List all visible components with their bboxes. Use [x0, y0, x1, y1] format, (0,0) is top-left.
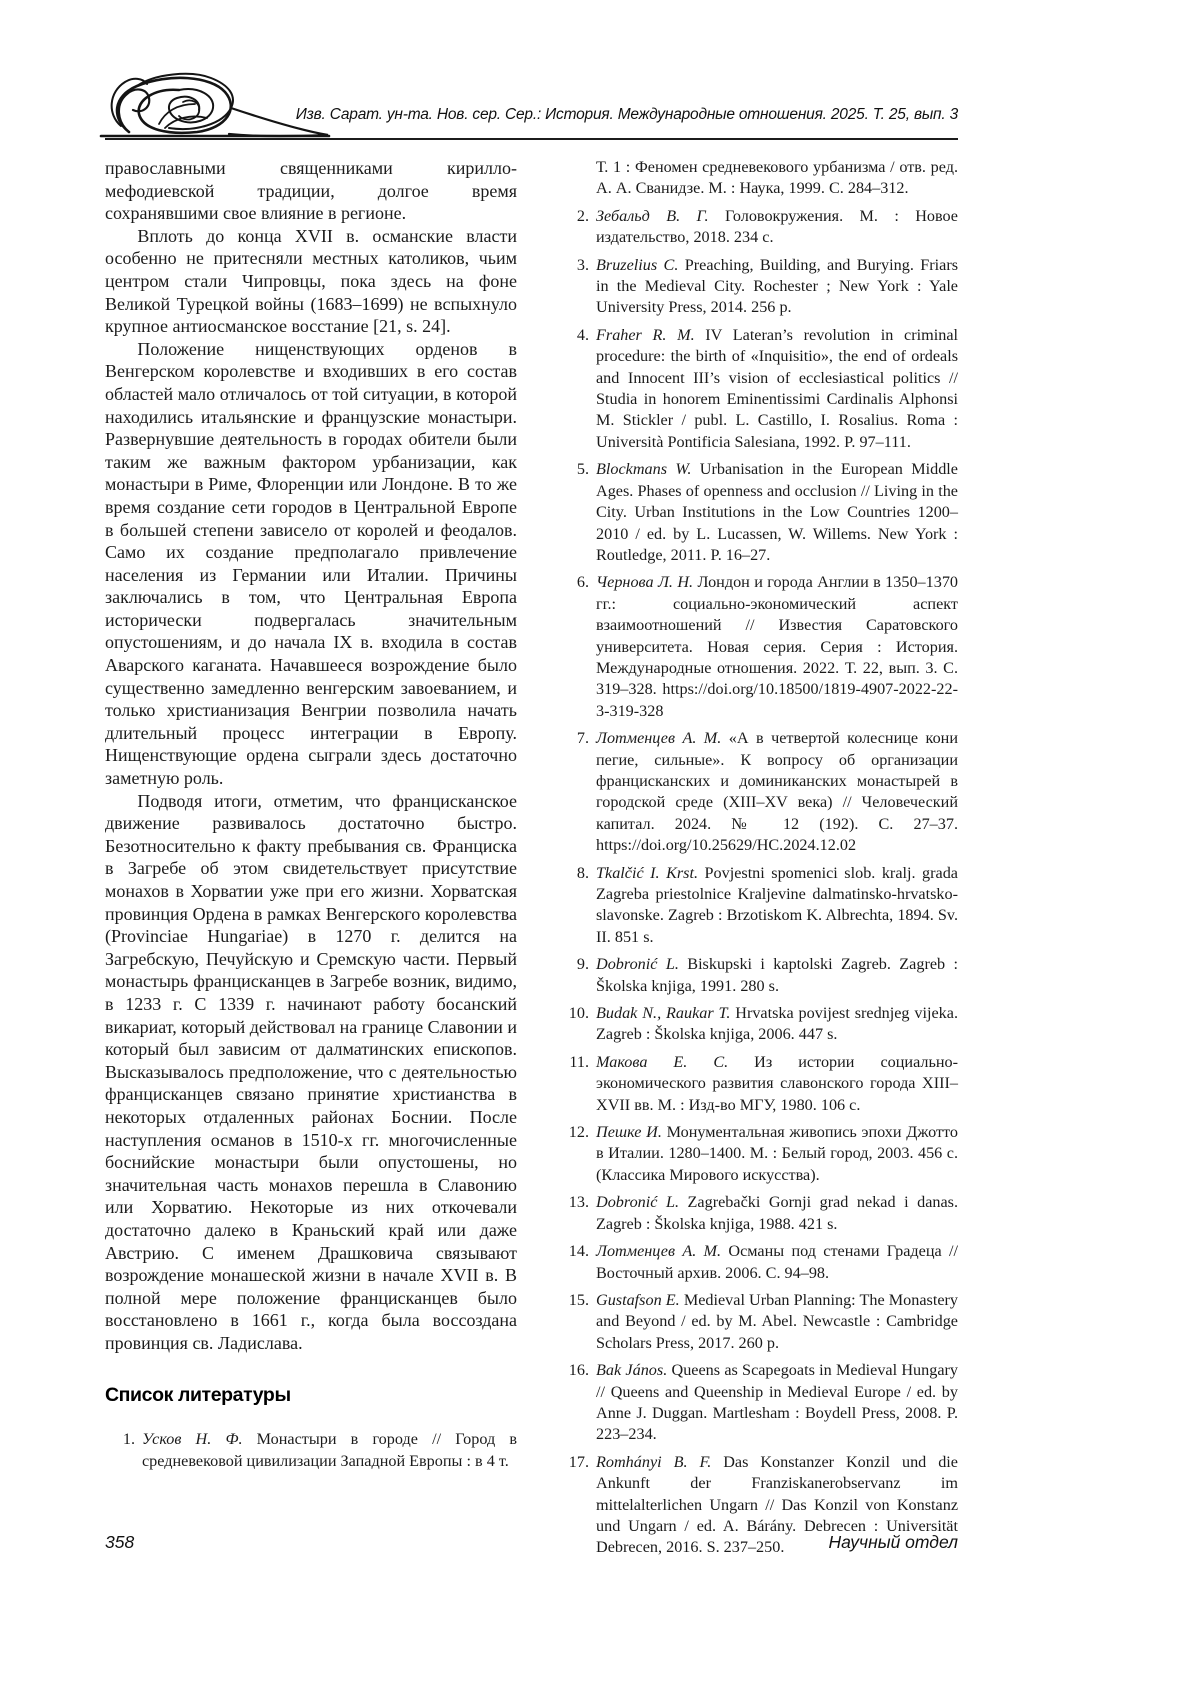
reference-number: 4. [576, 325, 589, 344]
reference-number: 3. [576, 255, 589, 274]
reference-number [559, 157, 589, 200]
page-footer [105, 1532, 958, 1553]
reference-item [559, 206, 958, 249]
reference-item [559, 1122, 958, 1186]
page-number: 358 [105, 1532, 135, 1552]
reference-author: Лотменцев А. М. [596, 729, 722, 748]
reference-text: «А в четвертой колеснице кони пегие, сильные». К вопросу об организации францисканских и доминиканских монастырей в городской среде (XIII–XV века) // Человеческий капитал. 2024. № 12 (192). С. 27–37. https://doi.org/10.25629/HC.2024.12.02 [596, 729, 958, 855]
reference-number: 7. [576, 729, 589, 748]
body-paragraph: Положение нищенствующих орденов в Венгерском королевстве и входивших в его состав областей мало отличалось от той ситуации, в которой находились итальянские и французские монастыри. Развернувшие деятельность в городах обители были таким же важным фактором урбанизации, как монастыри в Риме, Флоренции или Лондоне. В то же время создание сети городов в Центральной Европе в большей степени зависело от королей и феодалов. Само их создание предполагало привлечение населения из Германии или Италии. Причины заключались в том, что Центральная Европа исторически подвергалась значительным опустошениям, и до начала IX в. входила в состав Аварского каганата. Начавшееся возрождение было существенно замедленно венгерским завоеванием, и только христианизация Венгрии позволила начать длительный процесс интеграции в Европу. Нищенствующие ордена сыграли здесь достаточно заметную роль. [105, 338, 517, 789]
reference-item [559, 572, 958, 722]
body-paragraph: православными священниками кирилло-мефодиевской традиции, долгое время сохранявшими свое влияние в регионе. [105, 158, 517, 224]
ornament-flourish-icon [99, 70, 331, 140]
reference-number: 2. [576, 206, 589, 225]
reference-number: 13. [568, 1193, 589, 1212]
reference-item [559, 325, 958, 453]
reference-text: Лондон и города Англии в 1350–1370 гг.: социально-экономический аспект взаимоотношений // Известия Саратовского университета. Новая серия. Серия : История. Международные отношения. 2022. Т. 22, вып. 3. С. 319–328. https://doi.org/10.18500/1819-4907-2022-22-3-319-328 [596, 573, 959, 720]
reference-number: 8. [576, 863, 589, 882]
reference-number: 6. [576, 573, 589, 592]
reference-number: 16. [568, 1361, 589, 1380]
reference-number: 12. [568, 1123, 589, 1142]
reference-text: Zagrebački Gornji grad nekad i danas. Zagreb : Školska knjiga, 1988. 421 s. [596, 1193, 959, 1233]
reference-item [559, 1241, 958, 1284]
bibliography-heading: Список литературы [105, 1384, 291, 1407]
reference-author: Bak János. [596, 1361, 668, 1380]
journal-title-line: Изв. Сарат. ун-та. Нов. сер. Сер.: История. Международные отношения. 2025. Т. 25, вып. 3 [295, 106, 958, 123]
reference-number: 14. [568, 1242, 589, 1261]
reference-text: Монастыри в городе // Город в средневековой цивилизации Западной Европы : в 4 т. [142, 1430, 518, 1470]
reference-number: 15. [568, 1290, 589, 1309]
reference-text: Urbanisation in the European Middle Ages. Phases of openness and occlusion // Living in the City. Urban Institutions in the Low Countries 1200–2010 / ed. by L. Lucassen, W. Willems. New York : Routledge, 2011. P. 16–27. [596, 460, 958, 564]
reference-number: 9. [576, 955, 589, 974]
reference-author: Макова Е. С. [596, 1052, 729, 1071]
reference-text: Головокружения. М. : Новое издательство, 2018. 234 с. [596, 206, 958, 247]
reference-author: Усков Н. Ф. [142, 1430, 243, 1449]
reference-author: Tkalčić I. Krst. [596, 863, 699, 882]
reference-item [559, 863, 958, 949]
reference-list-left [105, 1429, 517, 1472]
reference-author: Зебальд В. Г. [596, 206, 709, 225]
reference-text: Монументальная живопись эпохи Джотто в Италии. 1280–1400. М. : Белый город, 2003. 456 с. (Классика Мирового искусства). [596, 1123, 958, 1184]
reference-text: Османы под стенами Градеца // Восточный архив. 2006. С. 94–98. [596, 1242, 958, 1282]
left-column [105, 157, 517, 1565]
reference-author: Blockmans W. [596, 460, 692, 479]
reference-item [559, 1290, 958, 1354]
reference-text: IV Lateran’s revolution in criminal procedure: the birth of «Inquisitio», the end of ordeals and Innocent III’s vision of ecclesiastical politics // Studia in honorem Eminentissimi Cardinalis Alphonsi M. Stickler / publ. L. Castillo, I. Rosalius. Roma : Università Pontificia Salesiana, 1992. P. 97–111. [596, 325, 958, 451]
journal-page [105, 0, 958, 1697]
reference-item-continuation [559, 157, 958, 200]
body-paragraph: Подводя итоги, отметим, что францисканское движение развивалось достаточно быстро. Безотносительно к факту пребывания св. Франциска в Загребе об этом свидетельствует присутствие монахов в Хорватии уже при его жизни. Хорватская провинция Ордена в рамках Венгерского королевства (Provinciae Hungariae) в 1270 г. делится на Загребскую, Печуйскую и Сремскую части. Первый монастырь францисканцев в Загребе возник, видимо, в 1233 г. С 1339 г. начинают работу босанский викариат, который действовал на границе Славонии и который был зависим от далматинских епископов. Высказывалось предположение, что с деятельностью францисканцев связано принятие христианства в некоторых отдаленных районах Боснии. После наступления османов в 1510-х гг. многочисленные боснийские монастыри были опустошены, но значительная часть монахов перешла в Славонию или Хорватию. Некоторые из них откочевали достаточно далеко в Краньский край или даже Австрию. С именем Драшковича связывают возрождение монашеской жизни в начале XVII в. В полной мере положение францисканцев было восстановлено в 1661 г., когда была воссоздана провинция св. Ладислава. [105, 790, 517, 1353]
reference-text: Medieval Urban Planning: The Monastery and Beyond / ed. by M. Abel. Newcastle : Cambridge Scholars Press, 2017. 260 p. [596, 1290, 958, 1352]
reference-author: Romhányi B. F. [596, 1452, 712, 1471]
reference-number: 17. [568, 1452, 589, 1471]
reference-item [559, 1192, 958, 1235]
reference-number: 11. [569, 1052, 589, 1071]
reference-author: Лотменцев А. М. [596, 1242, 722, 1261]
reference-item [559, 1360, 958, 1446]
body-paragraph: Вплоть до конца XVII в. османские власти особенно не притесняли местных католиков, чьим центром стали Чипровцы, пока здесь на фоне Великой Турецкой войны (1683–1699) не вспыхнуло крупное антиосманское восстание [21, s. 24]. [105, 225, 517, 337]
reference-item [559, 954, 958, 997]
reference-item [559, 1052, 958, 1116]
reference-author: Чернова Л. Н. [596, 573, 694, 592]
reference-item [559, 1003, 958, 1046]
reference-author: Dobronić L. [596, 955, 679, 974]
reference-text: Из истории социально-экономического развития славонского города XIII–XVII вв. М. : Изд-во МГУ, 1980. 106 с. [596, 1052, 958, 1114]
reference-item [559, 459, 958, 566]
reference-number: 10. [568, 1004, 589, 1023]
reference-list-right [559, 157, 958, 1559]
reference-author: Budak N., Raukar T. [596, 1004, 731, 1023]
reference-text: Das Konstanzer Konzil und die Ankunft der Franziskanerobservanz im mittelalterlichen Ungarn // Das Konzil von Konstanz und Ungarn / ed. A. Bárány. Debrecen : Universität Debrecen, 2016. S. 237–250. [596, 1452, 958, 1557]
reference-author: Bruzelius C. [596, 255, 679, 274]
reference-item [105, 1429, 517, 1472]
reference-number: 1. [122, 1430, 135, 1449]
page-header [105, 0, 958, 140]
reference-item [559, 728, 958, 856]
reference-author: Fraher R. M. [596, 325, 695, 344]
reference-text: Preaching, Building, and Burying. Friars in the Medieval City. Rochester ; New York : Yale University Press, 2014. 256 p. [596, 255, 959, 317]
reference-author: Gustafson E. [596, 1290, 680, 1309]
reference-item [559, 255, 958, 319]
article-body [105, 157, 958, 1565]
reference-text: Povjestni spomenici slob. kralj. grada Zagreba priestolnice Kraljevine dalmatinsko-hrvatsko-slavonske. Zagreb : Brzotiskom K. Albrechta, 1894. Sv. II. 851 s. [596, 863, 958, 946]
reference-author: Пешке И. [596, 1123, 662, 1142]
reference-text: Queens as Scapegoats in Medieval Hungary // Queens and Queenship in Medieval Europe / ed. by Anne J. Duggan. Martlesham : Boydell Press, 2008. P. 223–234. [596, 1361, 959, 1444]
reference-text: Т. 1 : Феномен средневекового урбанизма / отв. ред. А. А. Сванидзе. М. : Наука, 1999. С. 284–312. [596, 158, 958, 198]
reference-number: 5. [576, 460, 589, 479]
right-column [559, 157, 958, 1565]
reference-author: Dobronić L. [596, 1193, 680, 1212]
section-label: Научный отдел [828, 1532, 958, 1552]
reference-text: Hrvatska povijest srednjeg vijeka. Zagreb : Školska knjiga, 2006. 447 s. [596, 1004, 958, 1044]
reference-text: Biskupski i kaptolski Zagreb. Zagreb : Školska knjiga, 1991. 280 s. [596, 955, 958, 995]
